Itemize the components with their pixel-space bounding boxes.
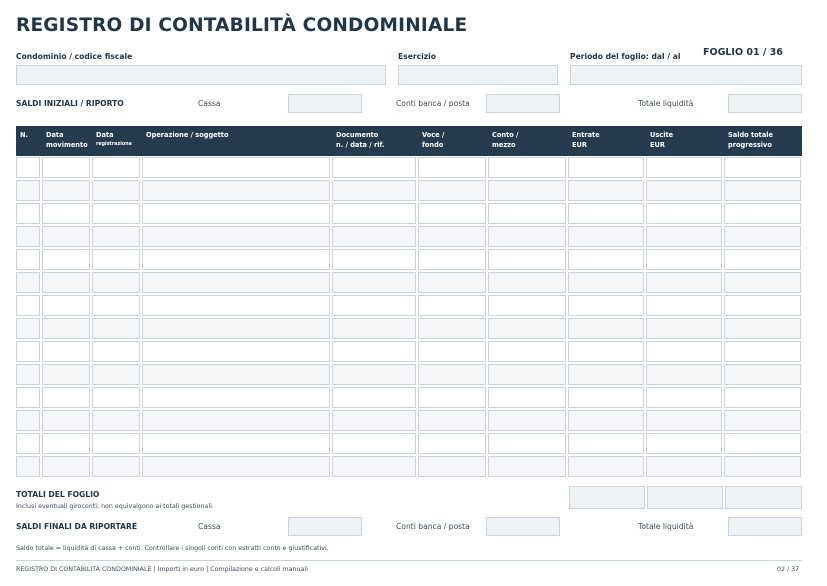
table-row (16, 455, 802, 478)
cell-documento[interactable] (332, 364, 416, 385)
cell-operazione[interactable] (142, 456, 330, 477)
cell-entrate[interactable] (568, 433, 644, 454)
cell-numero[interactable] (16, 341, 40, 362)
cell-uscite[interactable] (646, 341, 722, 362)
table-row (16, 202, 802, 225)
cell-conto[interactable] (488, 410, 566, 431)
cell-entrate[interactable] (568, 364, 644, 385)
cell-documento[interactable] (332, 410, 416, 431)
cell-operazione[interactable] (142, 295, 330, 316)
column-header-data-movimento (46, 130, 88, 150)
cell-saldo[interactable] (724, 272, 801, 293)
esercizio-label: Esercizio (398, 52, 436, 61)
table-row (16, 248, 802, 271)
cell-saldo[interactable] (724, 341, 801, 362)
footer-divider (16, 560, 802, 561)
saldi-finali-cassa-field[interactable] (288, 517, 362, 536)
saldi-iniziali-label: SALDI INIZIALI / RIPORTO (16, 99, 124, 108)
column-header-documento (336, 130, 385, 150)
table-row (16, 225, 802, 248)
totale-entrate-field[interactable] (569, 486, 645, 509)
cell-entrate[interactable] (568, 203, 644, 224)
cell-conto[interactable] (488, 387, 566, 408)
cell-documento[interactable] (332, 272, 416, 293)
cell-saldo[interactable] (724, 249, 801, 270)
cell-uscite[interactable] (646, 203, 722, 224)
cell-conto[interactable] (488, 341, 566, 362)
cell-entrate[interactable] (568, 318, 644, 339)
cell-documento[interactable] (332, 249, 416, 270)
cell-numero[interactable] (16, 180, 40, 201)
column-header-documento-line2: n. / data / rif. (336, 141, 385, 149)
cell-data-movimento[interactable] (42, 226, 90, 247)
cell-entrate[interactable] (568, 410, 644, 431)
cell-operazione[interactable] (142, 364, 330, 385)
cell-conto[interactable] (488, 456, 566, 477)
table-row (16, 156, 802, 179)
cell-conto[interactable] (488, 157, 566, 178)
cell-documento[interactable] (332, 226, 416, 247)
column-header-conto-line1: Conto / (492, 131, 519, 139)
cell-uscite[interactable] (646, 249, 722, 270)
cell-documento[interactable] (332, 180, 416, 201)
saldi-finali-cassa-label: Cassa (198, 522, 221, 531)
cell-conto[interactable] (488, 249, 566, 270)
cell-uscite[interactable] (646, 318, 722, 339)
column-header-voce-line2: fondo (422, 141, 444, 149)
cell-documento[interactable] (332, 157, 416, 178)
cell-voce[interactable] (418, 410, 486, 431)
column-header-conto (492, 130, 518, 150)
cell-uscite[interactable] (646, 456, 722, 477)
cell-data-movimento[interactable] (42, 341, 90, 362)
cell-operazione[interactable] (142, 226, 330, 247)
saldi-iniziali-conti-label: Conti banca / posta (396, 99, 470, 108)
column-header-saldo (728, 130, 773, 150)
cell-operazione[interactable] (142, 410, 330, 431)
cell-conto[interactable] (488, 180, 566, 201)
cell-numero[interactable] (16, 456, 40, 477)
cell-data-registrazione[interactable] (92, 410, 140, 431)
cell-documento[interactable] (332, 341, 416, 362)
cell-saldo[interactable] (724, 364, 801, 385)
saldi-iniziali-totale-field[interactable] (728, 94, 802, 113)
cell-entrate[interactable] (568, 249, 644, 270)
cell-operazione[interactable] (142, 318, 330, 339)
cell-uscite[interactable] (646, 433, 722, 454)
cell-voce[interactable] (418, 249, 486, 270)
cell-entrate[interactable] (568, 226, 644, 247)
cell-numero[interactable] (16, 226, 40, 247)
cell-numero[interactable] (16, 318, 40, 339)
cell-data-registrazione[interactable] (92, 456, 140, 477)
condominio-field[interactable] (16, 65, 386, 85)
cell-documento[interactable] (332, 433, 416, 454)
cell-data-registrazione[interactable] (92, 387, 140, 408)
footer-text: REGISTRO DI CONTABILITÀ CONDOMINIALE | Importi in euro | Compilazione e calcoli manuali (16, 566, 308, 573)
table-row (16, 179, 802, 202)
cell-data-movimento[interactable] (42, 456, 90, 477)
column-header-data-movimento-line2: movimento (46, 141, 88, 149)
cell-voce[interactable] (418, 203, 486, 224)
table-row (16, 409, 802, 432)
cell-voce[interactable] (418, 226, 486, 247)
saldi-finali-conti-field[interactable] (486, 517, 560, 536)
cell-data-movimento[interactable] (42, 272, 90, 293)
table-row (16, 340, 802, 363)
cell-saldo[interactable] (724, 387, 801, 408)
cell-operazione[interactable] (142, 387, 330, 408)
column-header-saldo-line2: progressivo (728, 141, 772, 149)
cell-voce[interactable] (418, 341, 486, 362)
cell-saldo[interactable] (724, 157, 801, 178)
cell-data-registrazione[interactable] (92, 272, 140, 293)
column-header-uscite-line2: EUR (650, 141, 665, 149)
column-header-data-registrazione (96, 130, 132, 150)
cell-operazione[interactable] (142, 272, 330, 293)
cell-operazione[interactable] (142, 203, 330, 224)
cell-data-registrazione[interactable] (92, 249, 140, 270)
cell-voce[interactable] (418, 272, 486, 293)
cell-voce[interactable] (418, 318, 486, 339)
cell-operazione[interactable] (142, 249, 330, 270)
cell-entrate[interactable] (568, 157, 644, 178)
cell-data-registrazione[interactable] (92, 433, 140, 454)
cell-data-movimento[interactable] (42, 387, 90, 408)
page-number: 02 / 37 (777, 566, 800, 573)
column-header-saldo-line1: Saldo totale (728, 131, 774, 139)
saldo-note: Saldo totale = liquidità di cassa + conti. Controllare i singoli conti con estratti conto e giustificativi. (16, 545, 329, 552)
cell-data-movimento[interactable] (42, 410, 90, 431)
cell-saldo[interactable] (724, 295, 801, 316)
column-header-voce-line1: Voce / (422, 131, 445, 139)
cell-entrate[interactable] (568, 341, 644, 362)
cell-saldo[interactable] (724, 226, 801, 247)
saldi-iniziali-conti-field[interactable] (486, 94, 560, 113)
column-header-uscite-line1: Uscite (650, 131, 674, 139)
cell-voce[interactable] (418, 295, 486, 316)
cell-data-registrazione[interactable] (92, 203, 140, 224)
cell-entrate[interactable] (568, 387, 644, 408)
cell-documento[interactable] (332, 387, 416, 408)
table-row (16, 432, 802, 455)
cell-data-registrazione[interactable] (92, 226, 140, 247)
cell-data-movimento[interactable] (42, 180, 90, 201)
column-header-conto-line2: mezzo (492, 141, 516, 149)
column-header-operazione-line1: Operazione / soggetto (146, 131, 229, 139)
cell-data-movimento[interactable] (42, 295, 90, 316)
cell-numero[interactable] (16, 203, 40, 224)
cell-voce[interactable] (418, 387, 486, 408)
periodo-field[interactable] (570, 65, 802, 85)
cell-voce[interactable] (418, 157, 486, 178)
cell-data-registrazione[interactable] (92, 295, 140, 316)
cell-saldo[interactable] (724, 433, 801, 454)
cell-data-registrazione[interactable] (92, 157, 140, 178)
cell-entrate[interactable] (568, 180, 644, 201)
table-header (16, 126, 802, 156)
cell-conto[interactable] (488, 318, 566, 339)
column-header-data-registrazione-line1: Data (96, 131, 114, 139)
column-header-documento-line1: Documento (336, 131, 379, 139)
cell-numero[interactable] (16, 157, 40, 178)
saldi-iniziali-cassa-label: Cassa (198, 99, 221, 108)
cell-data-movimento[interactable] (42, 318, 90, 339)
cell-voce[interactable] (418, 433, 486, 454)
cell-documento[interactable] (332, 318, 416, 339)
table-row (16, 317, 802, 340)
saldi-finali-totale-field[interactable] (728, 517, 802, 536)
cell-documento[interactable] (332, 295, 416, 316)
cell-saldo[interactable] (724, 180, 801, 201)
column-header-numero (20, 130, 28, 140)
cell-numero[interactable] (16, 295, 40, 316)
cell-data-registrazione[interactable] (92, 364, 140, 385)
cell-documento[interactable] (332, 456, 416, 477)
condominio-label: Condominio / codice fiscale (16, 52, 133, 61)
cell-saldo[interactable] (724, 410, 801, 431)
cell-numero[interactable] (16, 272, 40, 293)
periodo-label: Periodo del foglio: dal / al (570, 52, 681, 61)
cell-numero[interactable] (16, 249, 40, 270)
table-row (16, 363, 802, 386)
cell-documento[interactable] (332, 203, 416, 224)
cell-numero[interactable] (16, 410, 40, 431)
saldi-finali-conti-label: Conti banca / posta (396, 522, 470, 531)
cell-uscite[interactable] (646, 180, 722, 201)
column-header-data-movimento-line1: Data (46, 131, 64, 139)
table-row (16, 271, 802, 294)
page-title: REGISTRO DI CONTABILITÀ CONDOMINIALE (16, 15, 468, 36)
column-header-entrate-line1: Entrate (572, 131, 600, 139)
cell-operazione[interactable] (142, 433, 330, 454)
cell-conto[interactable] (488, 295, 566, 316)
cell-data-registrazione[interactable] (92, 341, 140, 362)
cell-operazione[interactable] (142, 341, 330, 362)
saldi-iniziali-totale-label: Totale liquidità (638, 99, 694, 108)
cell-conto[interactable] (488, 364, 566, 385)
table-row (16, 294, 802, 317)
cell-entrate[interactable] (568, 295, 644, 316)
saldi-finali-label: SALDI FINALI DA RIPORTARE (16, 522, 138, 531)
cell-operazione[interactable] (142, 180, 330, 201)
cell-operazione[interactable] (142, 157, 330, 178)
totali-note: Inclusi eventuali giroconti; non equivalgono ai totali gestionali. (16, 503, 214, 510)
cell-uscite[interactable] (646, 364, 722, 385)
cell-uscite[interactable] (646, 387, 722, 408)
column-header-entrate (572, 130, 600, 150)
cell-saldo[interactable] (724, 318, 801, 339)
cell-numero[interactable] (16, 433, 40, 454)
cell-data-movimento[interactable] (42, 157, 90, 178)
column-header-uscite (650, 130, 673, 150)
cell-data-movimento[interactable] (42, 364, 90, 385)
column-header-numero-line1: N. (20, 131, 29, 139)
cell-entrate[interactable] (568, 456, 644, 477)
cell-data-registrazione[interactable] (92, 318, 140, 339)
cell-conto[interactable] (488, 272, 566, 293)
saldi-finali-totale-label: Totale liquidità (638, 522, 694, 531)
sheet-number: FOGLIO 01 / 36 (703, 47, 783, 58)
cell-uscite[interactable] (646, 226, 722, 247)
cell-saldo[interactable] (724, 203, 801, 224)
cell-voce[interactable] (418, 456, 486, 477)
cell-uscite[interactable] (646, 157, 722, 178)
cell-saldo[interactable] (724, 456, 801, 477)
cell-data-registrazione[interactable] (92, 180, 140, 201)
column-header-voce (422, 130, 444, 150)
cell-uscite[interactable] (646, 272, 722, 293)
cell-data-movimento[interactable] (42, 249, 90, 270)
cell-conto[interactable] (488, 226, 566, 247)
table-row (16, 386, 802, 409)
column-header-data-registrazione-line2: registrazione (96, 142, 132, 147)
column-header-entrate-line2: EUR (572, 141, 587, 149)
cell-numero[interactable] (16, 387, 40, 408)
cell-voce[interactable] (418, 364, 486, 385)
cell-voce[interactable] (418, 180, 486, 201)
column-header-operazione (146, 130, 229, 140)
cell-numero[interactable] (16, 364, 40, 385)
cell-data-movimento[interactable] (42, 203, 90, 224)
cell-conto[interactable] (488, 433, 566, 454)
totale-saldo-field[interactable] (725, 486, 802, 509)
cell-conto[interactable] (488, 203, 566, 224)
totali-label: TOTALI DEL FOGLIO (16, 490, 100, 499)
cell-data-movimento[interactable] (42, 433, 90, 454)
cell-uscite[interactable] (646, 410, 722, 431)
cell-uscite[interactable] (646, 295, 722, 316)
esercizio-field[interactable] (398, 65, 558, 85)
saldi-iniziali-cassa-field[interactable] (288, 94, 362, 113)
cell-entrate[interactable] (568, 272, 644, 293)
totale-uscite-field[interactable] (647, 486, 723, 509)
